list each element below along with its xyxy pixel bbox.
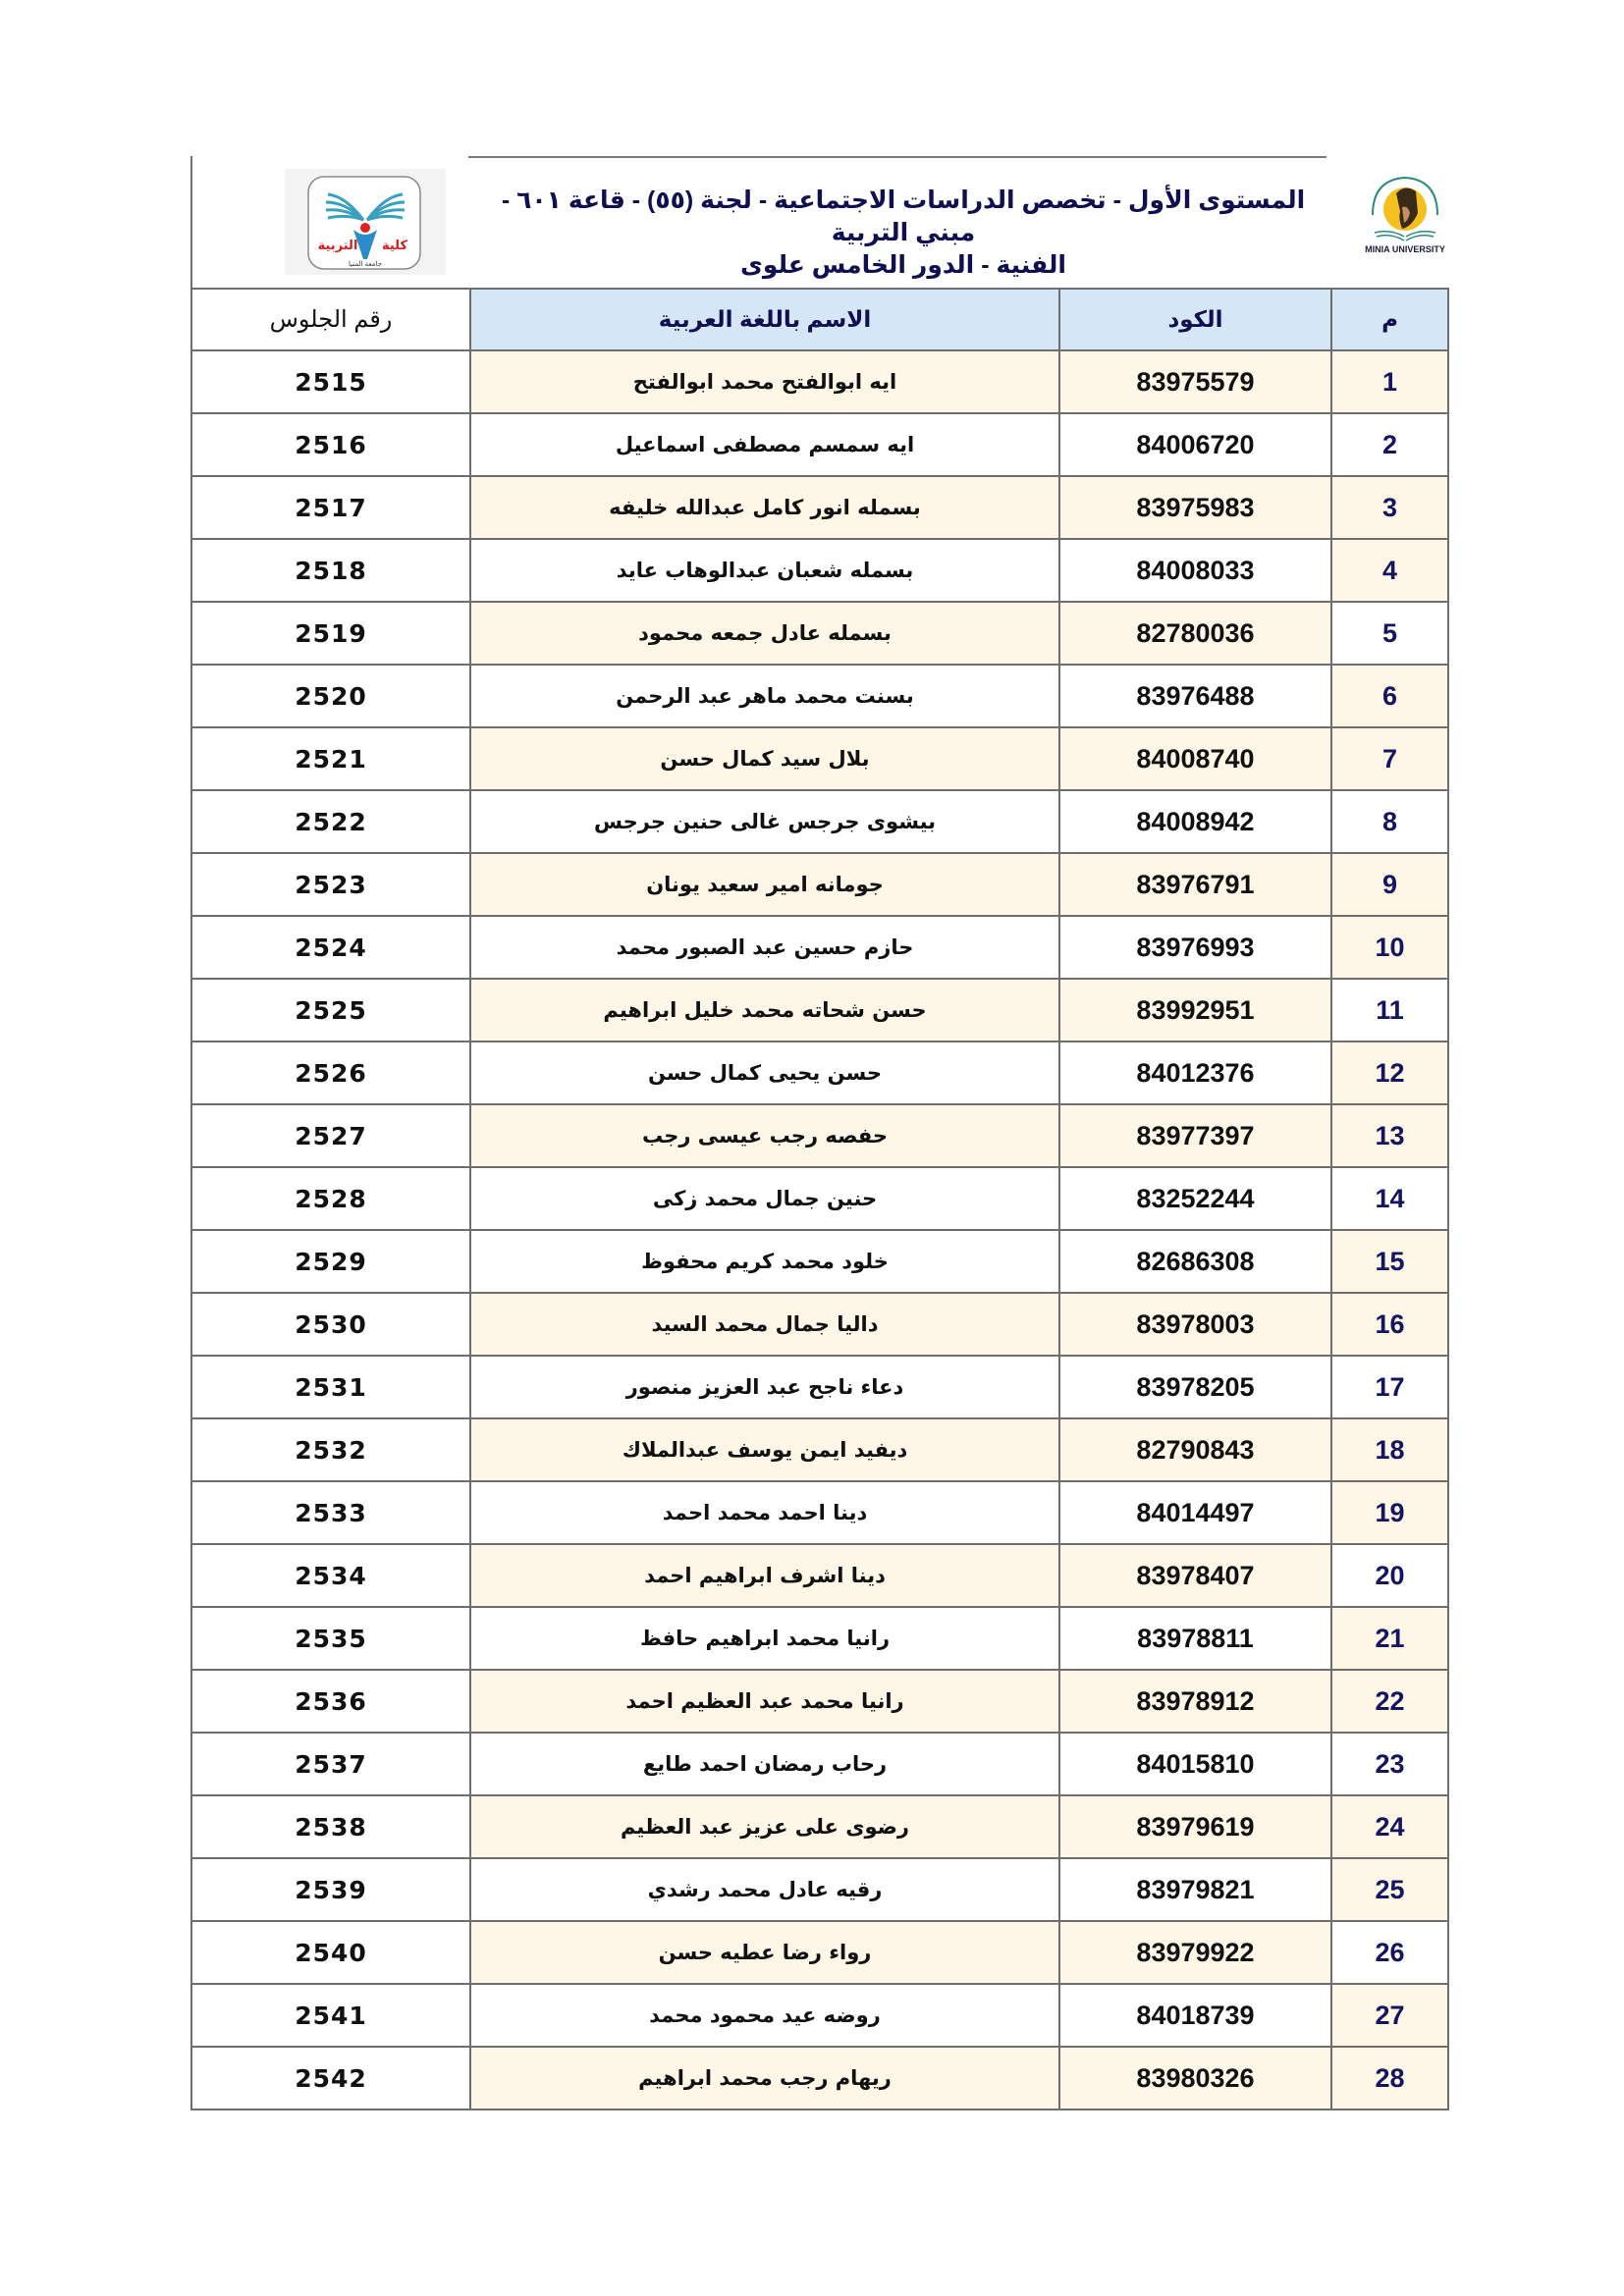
index-cell: 24 bbox=[1331, 1795, 1448, 1858]
table-row bbox=[191, 790, 1448, 853]
title-line-1: المستوى الأول - تخصص الدراسات الاجتماعية - لجنة (٥٥) - قاعة ٦٠١ - مبني التربية bbox=[501, 187, 1306, 246]
column-header-seat-number: رقم الجلوس bbox=[191, 289, 470, 350]
name-cell: رانيا محمد ابراهيم حافظ bbox=[470, 1607, 1059, 1670]
table-header-row bbox=[191, 289, 1448, 350]
seat-number-cell: 2526 bbox=[191, 1041, 470, 1104]
index-cell: 23 bbox=[1331, 1733, 1448, 1795]
name-cell: دعاء ناجح عبد العزيز منصور bbox=[470, 1356, 1059, 1418]
name-cell: حنين جمال محمد زكى bbox=[470, 1167, 1059, 1230]
table-row bbox=[191, 727, 1448, 790]
name-cell: رانيا محمد عبد العظيم احمد bbox=[470, 1670, 1059, 1733]
code-cell: 84008033 bbox=[1059, 539, 1331, 602]
name-cell: رقيه عادل محمد رشدي bbox=[470, 1858, 1059, 1921]
table-row bbox=[191, 476, 1448, 539]
name-cell: ديفيد ايمن يوسف عبدالملاك bbox=[470, 1418, 1059, 1481]
code-cell: 83978003 bbox=[1059, 1293, 1331, 1356]
index-cell: 16 bbox=[1331, 1293, 1448, 1356]
code-cell: 83976993 bbox=[1059, 916, 1331, 979]
code-cell: 83978811 bbox=[1059, 1607, 1331, 1670]
seat-number-cell: 2522 bbox=[191, 790, 470, 853]
code-cell: 84015810 bbox=[1059, 1733, 1331, 1795]
table-row bbox=[191, 1230, 1448, 1293]
column-header-arabic-name: الاسم باللغة العربية bbox=[470, 289, 1059, 350]
seat-number-cell: 2529 bbox=[191, 1230, 470, 1293]
logo-left-text-2: كلية bbox=[381, 239, 408, 253]
seat-number-cell: 2516 bbox=[191, 413, 470, 476]
table-row bbox=[191, 350, 1448, 413]
seat-number-cell: 2527 bbox=[191, 1104, 470, 1167]
title-line-2: الفنية - الدور الخامس علوى bbox=[739, 251, 1066, 279]
logo-right-text: MINIA UNIVERSITY bbox=[1365, 244, 1445, 254]
seat-number-cell: 2536 bbox=[191, 1670, 470, 1733]
table-row bbox=[191, 1921, 1448, 1984]
index-cell: 9 bbox=[1331, 853, 1448, 916]
name-cell: بلال سيد كمال حسن bbox=[470, 727, 1059, 790]
table-row bbox=[191, 1167, 1448, 1230]
table-row bbox=[191, 1670, 1448, 1733]
table-row bbox=[191, 413, 1448, 476]
seat-number-cell: 2541 bbox=[191, 1984, 470, 2047]
code-cell: 83980326 bbox=[1059, 2047, 1331, 2109]
table-row bbox=[191, 1418, 1448, 1481]
code-cell: 84006720 bbox=[1059, 413, 1331, 476]
seat-number-cell: 2532 bbox=[191, 1418, 470, 1481]
code-cell: 84018739 bbox=[1059, 1984, 1331, 2047]
index-cell: 27 bbox=[1331, 1984, 1448, 2047]
table-row bbox=[191, 853, 1448, 916]
index-cell: 17 bbox=[1331, 1356, 1448, 1418]
table-row bbox=[191, 1104, 1448, 1167]
seat-number-cell: 2537 bbox=[191, 1733, 470, 1795]
code-cell: 83978912 bbox=[1059, 1670, 1331, 1733]
seat-number-cell: 2542 bbox=[191, 2047, 470, 2109]
index-cell: 20 bbox=[1331, 1544, 1448, 1607]
name-cell: بسمله شعبان عبدالوهاب عايد bbox=[470, 539, 1059, 602]
logo-left-text-1: التربية bbox=[317, 239, 358, 253]
code-cell: 84012376 bbox=[1059, 1041, 1331, 1104]
index-cell: 10 bbox=[1331, 916, 1448, 979]
index-cell: 11 bbox=[1331, 979, 1448, 1041]
name-cell: ريهام رجب محمد ابراهيم bbox=[470, 2047, 1059, 2109]
minia-university-logo-icon bbox=[1361, 172, 1449, 256]
table-row bbox=[191, 2047, 1448, 2109]
code-cell: 84008740 bbox=[1059, 727, 1331, 790]
code-cell: 84014497 bbox=[1059, 1481, 1331, 1544]
name-cell: ايه ابوالفتح محمد ابوالفتح bbox=[470, 350, 1059, 413]
name-cell: بسنت محمد ماهر عبد الرحمن bbox=[470, 665, 1059, 727]
code-cell: 82790843 bbox=[1059, 1418, 1331, 1481]
name-cell: حسن يحيى كمال حسن bbox=[470, 1041, 1059, 1104]
name-cell: حازم حسين عبد الصبور محمد bbox=[470, 916, 1059, 979]
table-row bbox=[191, 1858, 1448, 1921]
code-cell: 83979619 bbox=[1059, 1795, 1331, 1858]
seat-number-cell: 2523 bbox=[191, 853, 470, 916]
index-cell: 26 bbox=[1331, 1921, 1448, 1984]
name-cell: حفصه رجب عيسى رجب bbox=[470, 1104, 1059, 1167]
index-cell: 21 bbox=[1331, 1607, 1448, 1670]
name-cell: جومانه امير سعيد يونان bbox=[470, 853, 1059, 916]
table-row bbox=[191, 1607, 1448, 1670]
index-cell: 15 bbox=[1331, 1230, 1448, 1293]
seat-number-cell: 2533 bbox=[191, 1481, 470, 1544]
code-cell: 84008942 bbox=[1059, 790, 1331, 853]
seat-number-cell: 2539 bbox=[191, 1858, 470, 1921]
seat-number-cell: 2530 bbox=[191, 1293, 470, 1356]
index-cell: 14 bbox=[1331, 1167, 1448, 1230]
name-cell: دينا احمد محمد احمد bbox=[470, 1481, 1059, 1544]
seat-number-cell: 2520 bbox=[191, 665, 470, 727]
seat-number-cell: 2535 bbox=[191, 1607, 470, 1670]
table-row bbox=[191, 665, 1448, 727]
index-cell: 6 bbox=[1331, 665, 1448, 727]
code-cell: 82780036 bbox=[1059, 602, 1331, 665]
name-cell: بسمله عادل جمعه محمود bbox=[470, 602, 1059, 665]
name-cell: روضه عيد محمود محمد bbox=[470, 1984, 1059, 2047]
seat-number-cell: 2521 bbox=[191, 727, 470, 790]
code-cell: 83975983 bbox=[1059, 476, 1331, 539]
seat-number-cell: 2540 bbox=[191, 1921, 470, 1984]
index-cell: 7 bbox=[1331, 727, 1448, 790]
seat-number-cell: 2524 bbox=[191, 916, 470, 979]
code-cell: 83979922 bbox=[1059, 1921, 1331, 1984]
header-left-rule bbox=[190, 156, 192, 290]
header-top-rule bbox=[468, 156, 1326, 158]
index-cell: 3 bbox=[1331, 476, 1448, 539]
students-table bbox=[190, 288, 1449, 2110]
table-body bbox=[191, 350, 1448, 2109]
seat-number-cell: 2534 bbox=[191, 1544, 470, 1607]
document-title bbox=[471, 185, 1335, 282]
index-cell: 28 bbox=[1331, 2047, 1448, 2109]
code-cell: 83992951 bbox=[1059, 979, 1331, 1041]
name-cell: رواء رضا عطيه حسن bbox=[470, 1921, 1059, 1984]
code-cell: 83976488 bbox=[1059, 665, 1331, 727]
index-cell: 19 bbox=[1331, 1481, 1448, 1544]
name-cell: داليا جمال محمد السيد bbox=[470, 1293, 1059, 1356]
code-cell: 83977397 bbox=[1059, 1104, 1331, 1167]
code-cell: 83976791 bbox=[1059, 853, 1331, 916]
seat-number-cell: 2528 bbox=[191, 1167, 470, 1230]
table-row bbox=[191, 1544, 1448, 1607]
table-row bbox=[191, 1795, 1448, 1858]
name-cell: بسمله انور كامل عبدالله خليفه bbox=[470, 476, 1059, 539]
code-cell: 83978205 bbox=[1059, 1356, 1331, 1418]
seat-number-cell: 2538 bbox=[191, 1795, 470, 1858]
index-cell: 4 bbox=[1331, 539, 1448, 602]
code-cell: 82686308 bbox=[1059, 1230, 1331, 1293]
table-row bbox=[191, 1356, 1448, 1418]
table-row bbox=[191, 602, 1448, 665]
seat-number-cell: 2531 bbox=[191, 1356, 470, 1418]
table-row bbox=[191, 539, 1448, 602]
name-cell: رحاب رمضان احمد طايع bbox=[470, 1733, 1059, 1795]
table-row bbox=[191, 1984, 1448, 2047]
name-cell: دينا اشرف ابراهيم احمد bbox=[470, 1544, 1059, 1607]
seat-number-cell: 2515 bbox=[191, 350, 470, 413]
table-row bbox=[191, 979, 1448, 1041]
index-cell: 25 bbox=[1331, 1858, 1448, 1921]
index-cell: 18 bbox=[1331, 1418, 1448, 1481]
index-cell: 12 bbox=[1331, 1041, 1448, 1104]
name-cell: حسن شحاته محمد خليل ابراهيم bbox=[470, 979, 1059, 1041]
code-cell: 83975579 bbox=[1059, 350, 1331, 413]
code-cell: 83978407 bbox=[1059, 1544, 1331, 1607]
table-row bbox=[191, 1293, 1448, 1356]
logo-left-subtext: جامعة المنيا bbox=[348, 260, 383, 268]
seat-number-cell: 2517 bbox=[191, 476, 470, 539]
table-row bbox=[191, 1733, 1448, 1795]
faculty-of-education-logo-icon bbox=[285, 169, 446, 275]
index-cell: 2 bbox=[1331, 413, 1448, 476]
name-cell: رضوى على عزيز عبد العظيم bbox=[470, 1795, 1059, 1858]
name-cell: بيشوى جرجس غالى حنين جرجس bbox=[470, 790, 1059, 853]
code-cell: 83252244 bbox=[1059, 1167, 1331, 1230]
table-row bbox=[191, 916, 1448, 979]
index-cell: 1 bbox=[1331, 350, 1448, 413]
index-cell: 22 bbox=[1331, 1670, 1448, 1733]
index-cell: 13 bbox=[1331, 1104, 1448, 1167]
column-header-code: الكود bbox=[1059, 289, 1331, 350]
name-cell: خلود محمد كريم محفوظ bbox=[470, 1230, 1059, 1293]
seat-number-cell: 2518 bbox=[191, 539, 470, 602]
seat-number-cell: 2525 bbox=[191, 979, 470, 1041]
seat-number-cell: 2519 bbox=[191, 602, 470, 665]
table-row bbox=[191, 1481, 1448, 1544]
code-cell: 83979821 bbox=[1059, 1858, 1331, 1921]
name-cell: ايه سمسم مصطفى اسماعيل bbox=[470, 413, 1059, 476]
table-row bbox=[191, 1041, 1448, 1104]
column-header-index: م bbox=[1331, 289, 1448, 350]
index-cell: 5 bbox=[1331, 602, 1448, 665]
index-cell: 8 bbox=[1331, 790, 1448, 853]
